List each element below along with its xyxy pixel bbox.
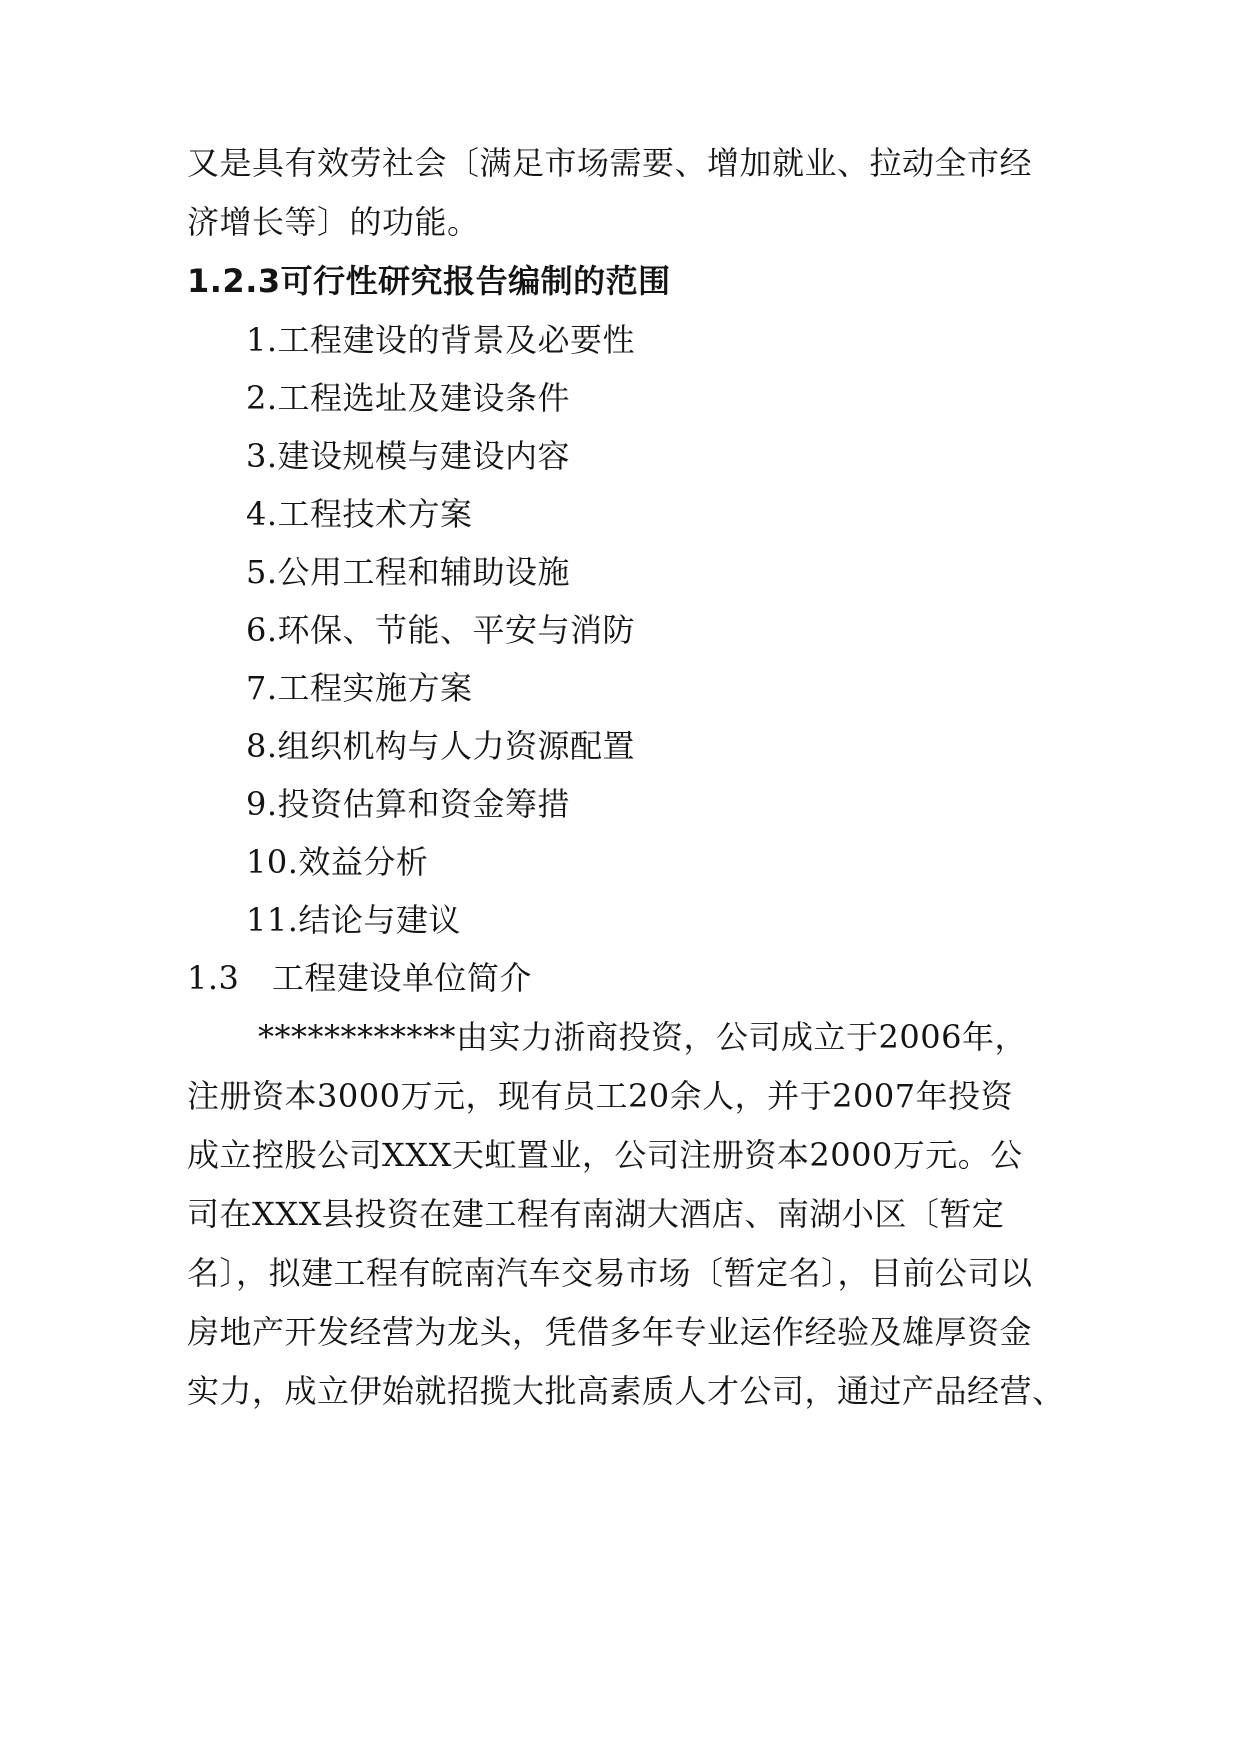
list-item: 10.效益分析 xyxy=(246,843,429,881)
paragraph-line: 注册资本3000万元，现有员工20余人，并于2007年投资 xyxy=(187,1077,1014,1115)
list-item: 9.投资估算和资金筹措 xyxy=(246,785,571,823)
list-item: 8.组织机构与人力资源配置 xyxy=(246,727,636,765)
list-item: 4.工程技术方案 xyxy=(246,495,473,533)
intro-line-1: 又是具有效劳社会〔满足市场需要、增加就业、拉动全市经 xyxy=(187,144,1033,182)
list-item: 3.建设规模与建设内容 xyxy=(246,437,571,475)
list-item: 6.环保、节能、平安与消防 xyxy=(246,611,636,649)
list-item: 7.工程实施方案 xyxy=(246,669,473,707)
list-item: 11.结论与建议 xyxy=(246,901,461,939)
paragraph-line: 实力，成立伊始就招揽大批高素质人才公司，通过产品经营、 xyxy=(187,1372,1065,1410)
paragraph-line: 名〕，拟建工程有皖南汽车交易市场〔暂定名〕，目前公司以 xyxy=(187,1254,1033,1292)
list-item: 2.工程选址及建设条件 xyxy=(246,379,571,417)
list-item: 5.公用工程和辅助设施 xyxy=(246,553,571,591)
paragraph-line: ************由实力浙商投资，公司成立于2006年， xyxy=(258,1018,1027,1056)
section-heading-1-2-3: 1.2.3可行性研究报告编制的范围 xyxy=(187,262,671,300)
paragraph-line: 房地产开发经营为龙头，凭借多年专业运作经验及雄厚资金 xyxy=(187,1313,1033,1351)
intro-line-2: 济增长等〕的功能。 xyxy=(187,203,480,241)
paragraph-line: 成立控股公司XXX天虹置业，公司注册资本2000万元。公 xyxy=(187,1136,1023,1174)
section-heading-1-3: 1.3 工程建设单位简介 xyxy=(187,959,532,997)
paragraph-line: 司在XXX县投资在建工程有南湖大酒店、南湖小区〔暂定 xyxy=(187,1195,1005,1233)
list-item: 1.工程建设的背景及必要性 xyxy=(246,321,636,359)
